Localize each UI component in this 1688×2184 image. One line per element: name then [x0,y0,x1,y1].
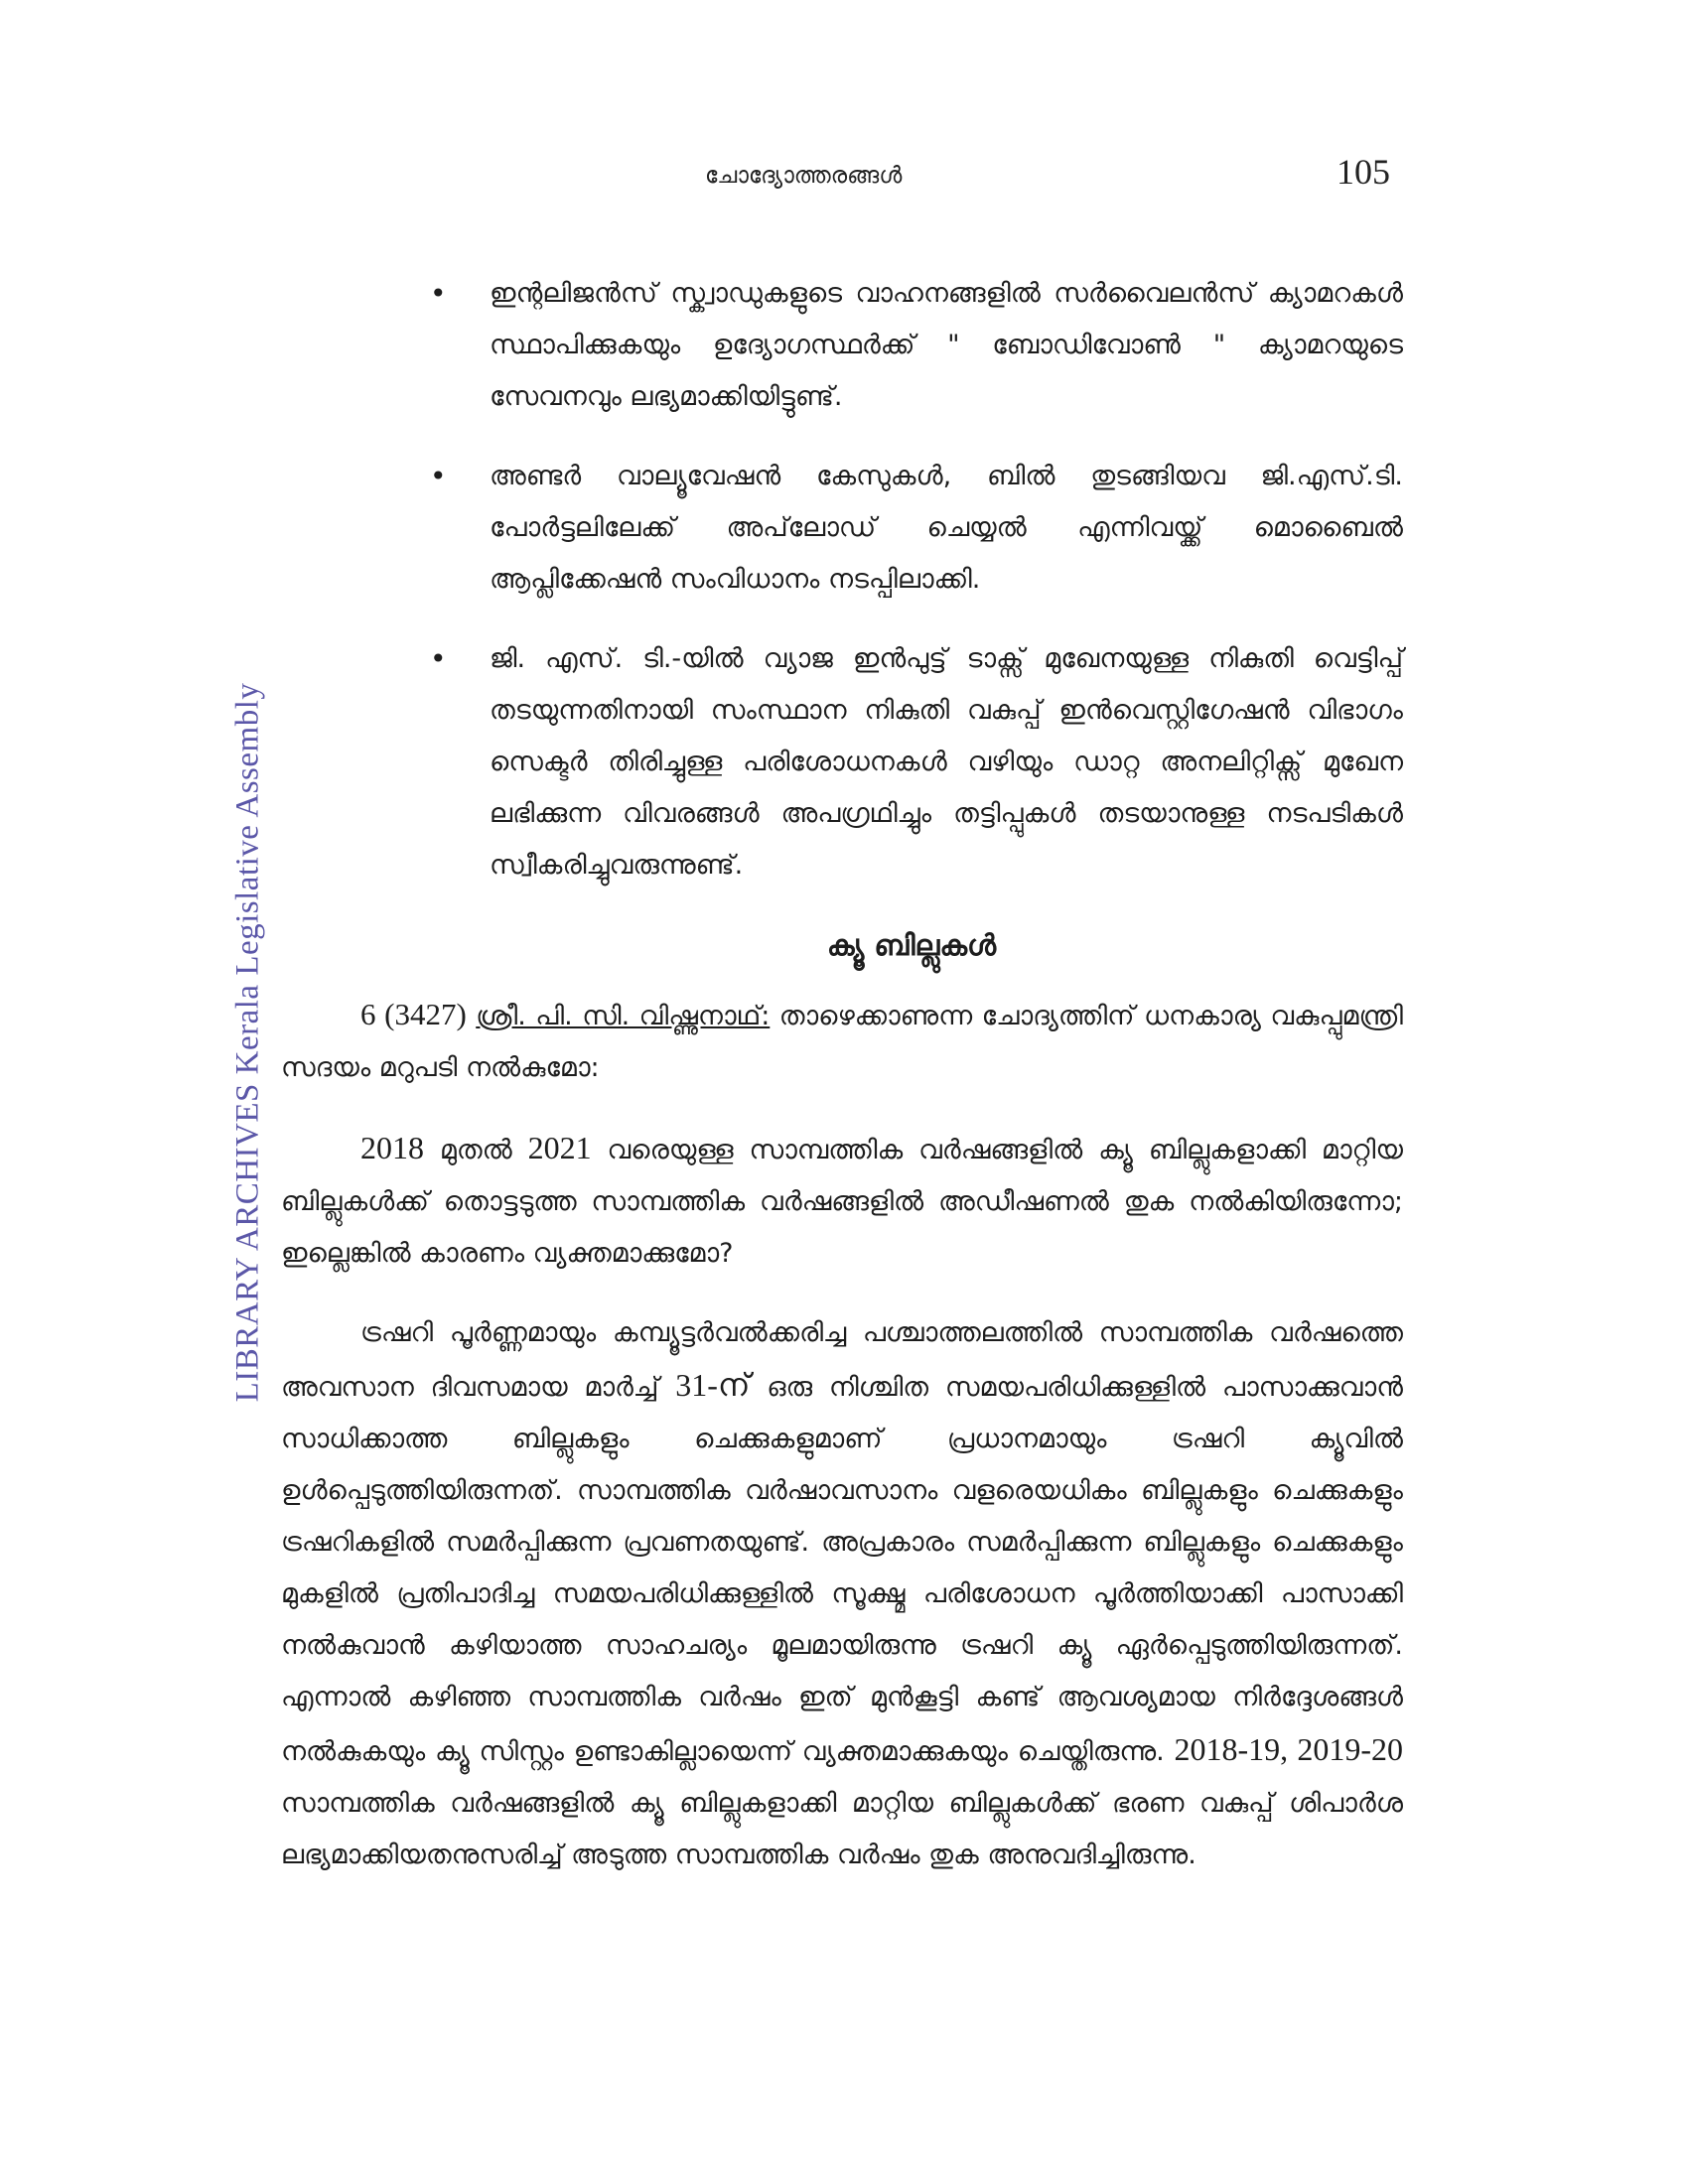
question-number: 6 (3427) [360,997,467,1031]
list-item [281,451,1403,606]
answer-date: 31-ന് [675,1367,751,1403]
page-body [281,268,1403,1909]
question-text-part: മുതൽ [424,1135,528,1165]
question-intro [281,989,1403,1094]
bullet-text: ഇന്റലിജൻസ് സ്ക്വാഡുകളുടെ വാഹനങ്ങളിൽ സർവൈലൻസ് ക്യാമറകൾ സ്ഥാപിക്കുകയും ഉദ്യോഗസ്ഥർക്ക് " ബോഡിവോൺ " ക്യാമറയുടെ സേവനവും ലഭ്യമാക്കിയിട്ടുണ്ട്. [490,278,1403,412]
question-text [281,1122,1403,1280]
archive-watermark: LIBRARY ARCHIVES Kerala Legislative Assembly [229,682,266,1403]
list-item [281,633,1403,891]
answer-text-part: ഒരു നിശ്ചിത സമയപരിധിക്കുള്ളിൽ പാസാക്കുവാൻ സാധിക്കാത്ത ബില്ലുകളും ചെക്കുകളുമാണ് പ്രധാനമായും ട്രഷറി ക്യൂവിൽ ഉൾപ്പെടുത്തിയിരുന്നത്. സാമ്പത്തിക വർഷാവസാനം വളരെയധികം ബില്ലുകളും ചെക്കുകളും ട്രഷറികളിൽ സമർപ്പിക്കുന്ന പ്രവണതയുണ്ട്. അപ്രകാരം സമർപ്പിക്കുന്ന ബില്ലുകളും ചെക്കുകളും മുകളിൽ പ്രതിപാദിച്ച സമയപരിധിക്കുള്ളിൽ സൂക്ഷ്മ പരിശോധന പൂർത്തിയാക്കി പാസാക്കി നൽകുവാൻ കഴിയാത്ത സാഹചര്യം മൂലമായിരുന്നു ട്രഷറി ക്യൂ ഏർപ്പെടുത്തിയിരുന്നത്. എന്നാൽ കഴിഞ്ഞ സാമ്പത്തിക വർഷം ഇത് മുൻകൂട്ടി കണ്ട് ആവശ്യമായ നിർദ്ദേശങ്ങൾ നൽകുകയും ക്യൂ സിസ്റ്റം ഉണ്ടാകില്ലായെന്ന് വ്യക്തമാക്കുകയും ചെയ്തിരുന്നു. [281,1372,1403,1767]
bullet-icon: • [430,277,447,310]
bullet-text: അണ്ടർ വാല്യൂവേഷൻ കേസുകൾ, ബിൽ തുടങ്ങിയവ ജി.എസ്.ടി. പോർട്ടലിലേക്ക് അപ്‌ലോഡ് ചെയ്യൽ എന്നിവയ്ക്ക് മൊബൈൽ ആപ്ലിക്കേഷൻ സംവിധാനം നടപ്പിലാക്കി. [490,461,1403,595]
question-text-part: വരെയുള്ള സാമ്പത്തിക വർഷങ്ങളിൽ ക്യൂ ബില്ലുകളാക്കി മാറ്റിയ ബില്ലുകൾക്ക് തൊട്ടടുത്ത സാമ്പത്തിക വർഷങ്ങളിൽ അഡീഷണൽ തുക നൽകിയിരുന്നോ; ഇല്ലെങ്കിൽ കാരണം വ്യക്തമാക്കുമോ? [281,1135,1403,1269]
answer-years: 2018-19, 2019-20 [1174,1731,1404,1767]
year-to: 2021 [527,1130,592,1165]
bullet-icon: • [430,460,447,492]
year-from: 2018 [360,1130,424,1165]
running-title: ചോദ്യോത്തരങ്ങൾ [705,163,903,189]
section-heading: ക്യൂ ബില്ലുകൾ [826,928,997,962]
answer-text [281,1307,1403,1881]
page-number: 105 [1336,152,1390,192]
bullet-list [281,268,1403,891]
question-intro-text: താഴെക്കാണുന്ന ചോദ്യത്തിന് ധനകാര്യ വകുപ്പുമന്ത്രി സദയം മറുപടി നൽകുമോ: [281,1001,1403,1083]
answer-text-part: ട്രഷറി പൂർണ്ണമായും കമ്പ്യൂട്ടർവൽക്കരിച്ച പശ്ചാത്തലത്തിൽ സാമ്പത്തിക വർഷത്തെ അവസാന ദിവസമായ മാർച്ച് [281,1317,1403,1403]
list-item [281,268,1403,423]
answer-text-part: സാമ്പത്തിക വർഷങ്ങളിൽ ക്യൂ ബില്ലുകളാക്കി മാറ്റിയ ബില്ലുകൾക്ക് ഭരണ വകുപ്പ് ശിപാർശ ലഭ്യമാക്കിയതനുസരിച്ച് അടുത്ത സാമ്പത്തിക വർഷം തുക അനുവദിച്ചിരുന്നു. [281,1788,1403,1870]
bullet-icon: • [430,642,447,675]
bullet-text: ജി. എസ്. ടി.-യിൽ വ്യാജ ഇൻപുട്ട് ടാക്സ് മുഖേനയുള്ള നികുതി വെട്ടിപ്പ് തടയുന്നതിനായി സംസ്ഥാന നികുതി വകുപ്പ് ഇൻവെസ്റ്റിഗേഷൻ വിഭാഗം സെക്ടർ തിരിച്ചുള്ള പരിശോധനകൾ വഴിയും ഡാറ്റ അനലിറ്റിക്സ് മുഖേന ലഭിക്കുന്ന വിവരങ്ങൾ അപഗ്രഥിച്ചും തട്ടിപ്പുകൾ തടയാനുള്ള നടപടികൾ സ്വീകരിച്ചുവരുന്നുണ്ട്. [490,643,1403,881]
member-name: ശ്രീ. പി. സി. വിഷ്ണുനാഥ്: [476,1001,771,1031]
